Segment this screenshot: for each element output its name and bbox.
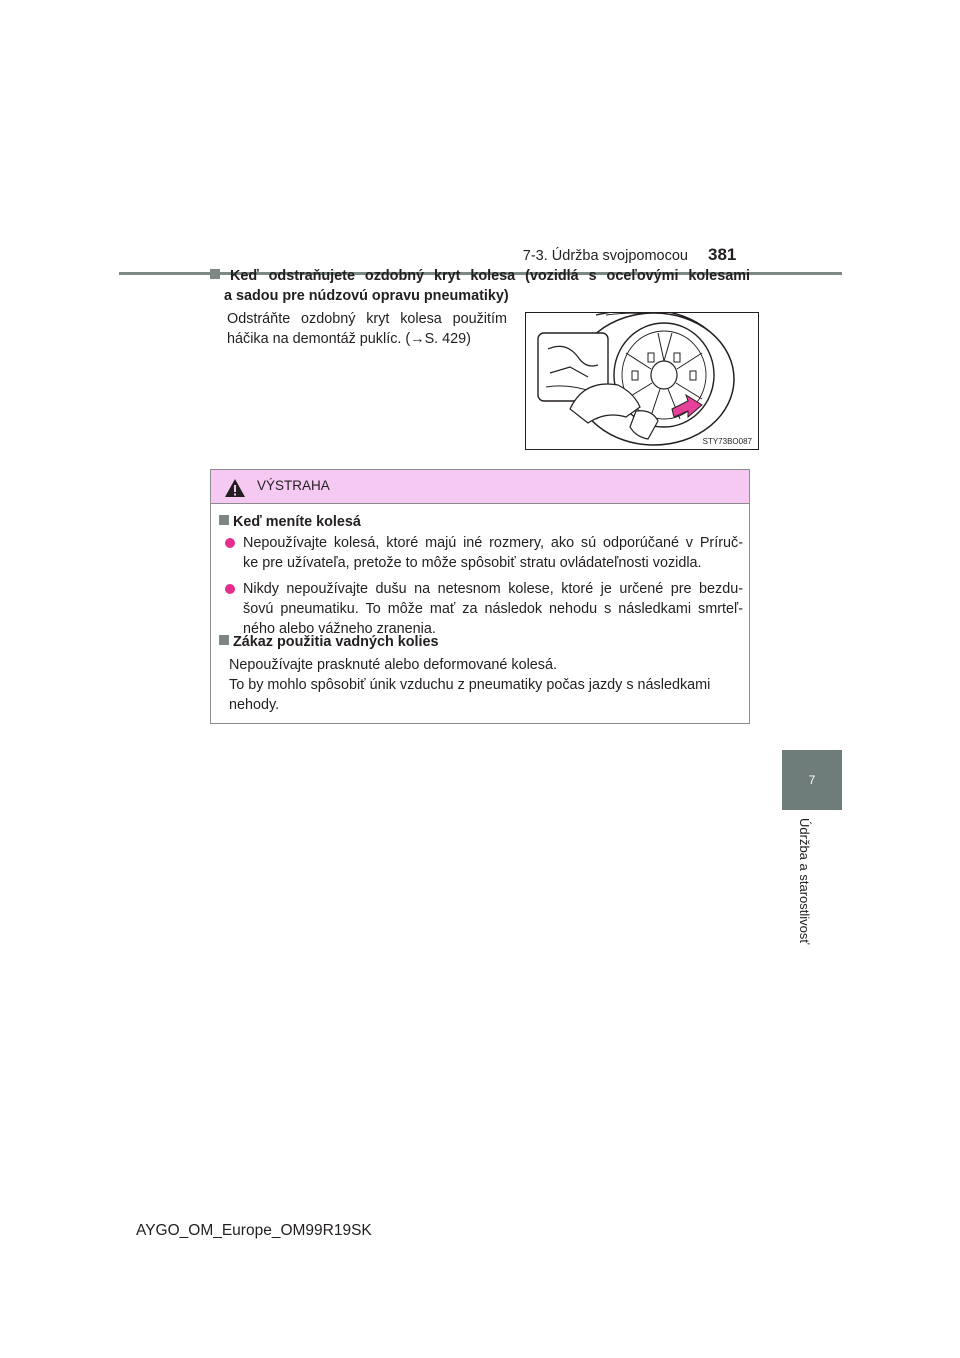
heading-line-1: Keď odstraňujete ozdobný kryt kolesa (vozidlá s oceľovými kolesami — [229, 268, 750, 284]
warning-title: VÝSTRAHA — [257, 478, 330, 493]
square-bullet-icon — [219, 635, 229, 645]
running-header-section: 7-3. Údržba svojpomocou — [522, 248, 688, 264]
warning-bullet-1: Nepoužívajte kolesá, ktoré majú iné rozmery, ako sú odporúčané v Príruč- ke pre užívateľa, pretože to môže spôsobiť stratu ovládateľnosti vozidla. — [243, 533, 743, 573]
wheel-cover-illustration — [525, 312, 759, 450]
heading-line-2: a sadou pre núdzovú opravu pneumatiky) — [224, 288, 509, 304]
page-number: 381 — [708, 245, 737, 264]
chapter-title: Údržba a starostlivosť — [797, 818, 812, 945]
square-bullet-icon — [219, 515, 229, 525]
chapter-tab — [782, 750, 842, 810]
square-bullet-icon — [210, 269, 220, 279]
bullet-dot-icon — [225, 538, 235, 548]
warning-bullet-2: Nikdy nepoužívajte dušu na netesnom kolese, ktoré je určené pre bezdu- šovú pneumatiku. To môže mať za následok nehodu s následkami smrteľ- ného alebo vážneho zranenia. — [243, 579, 743, 639]
body-line-2-suffix: S. 429) — [424, 331, 471, 347]
warning-triangle-icon — [224, 478, 246, 498]
section-body — [227, 309, 507, 349]
document-code: AYGO_OM_Europe_OM99R19SK — [136, 1222, 372, 1239]
wheel-cover-drawing — [526, 313, 758, 449]
illustration-code: STY73BO087 — [702, 437, 752, 446]
body-line-1: Odstráňte ozdobný kryt kolesa použitím — [227, 311, 507, 327]
body-line-2-prefix: háčika na demontáž puklíc. ( — [227, 331, 411, 347]
warning-box — [210, 469, 750, 724]
warning-subheading-1: Keď meníte kolesá — [219, 514, 361, 530]
warning-header — [211, 470, 749, 504]
section-heading — [210, 266, 750, 306]
warning-paragraph: Nepoužívajte prasknuté alebo deformované kolesá. To by mohlo spôsobiť únik vzduchu z pneumatiky počas jazdy s následkami nehody. — [229, 657, 711, 713]
page-ref-arrow: → — [410, 331, 425, 347]
chapter-number: 7 — [808, 773, 816, 787]
bullet-dot-icon — [225, 584, 235, 594]
warning-subheading-2: Zákaz použitia vadných kolies — [219, 634, 439, 650]
